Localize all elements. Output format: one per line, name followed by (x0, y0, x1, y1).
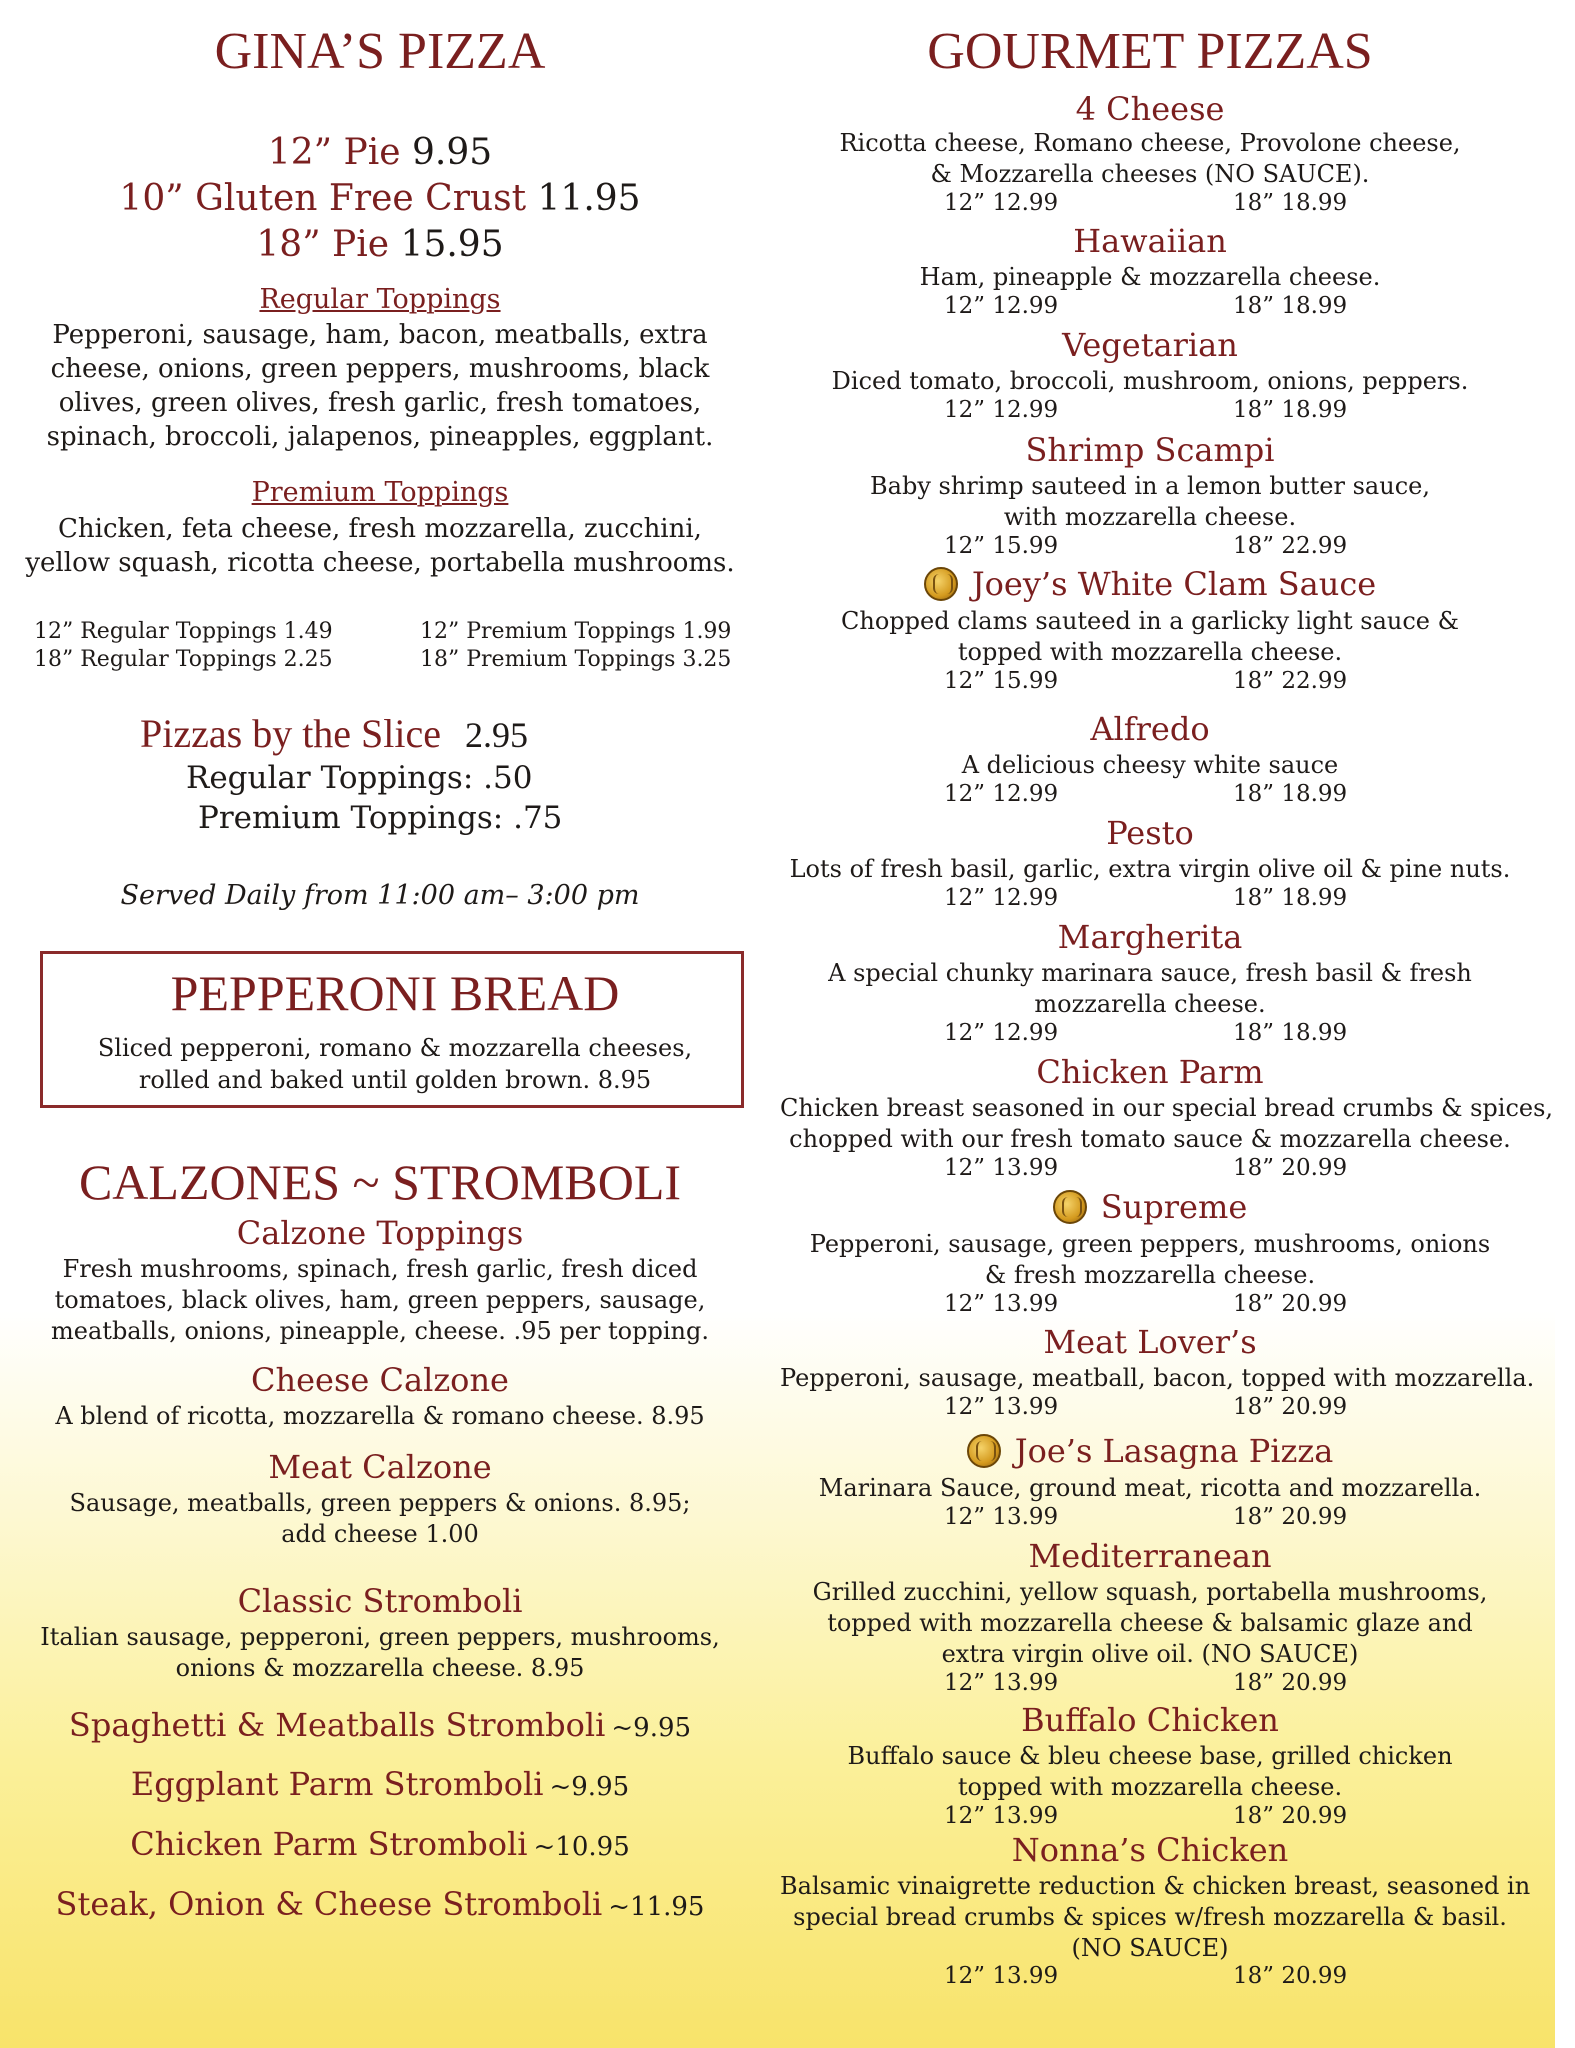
pizza-name: Joe’s Lasagna Pizza (1014, 1432, 1334, 1470)
text-line: Fresh mushrooms, spinach, fresh garlic, fresh diced (62, 1255, 698, 1283)
pizza-name: Joey’s White Clam Sauce (971, 565, 1377, 603)
pizza-name: Alfredo (1090, 710, 1210, 748)
pizza-name: Margherita (1057, 918, 1243, 956)
cheese-calzone-desc (20, 1401, 740, 1432)
text-line: tomatoes, black olives, ham, green peppers, sausage, (54, 1286, 706, 1314)
text-line: Lots of fresh basil, garlic, extra virgin olive oil & pine nuts. (789, 855, 1511, 883)
price-12in: 12” 12.99 (944, 1020, 1059, 1046)
pizza-desc (780, 750, 1520, 781)
price-12in: 12” 13.99 (944, 1803, 1059, 1829)
stromboli-name: Chicken Parm Stromboli (130, 1825, 528, 1863)
pizza-name-with-marker (780, 565, 1520, 604)
premium-toppings-text (20, 512, 740, 580)
pepperoni-bread-title: PEPPERONI BREAD (170, 965, 620, 1021)
pie-price: 9.95 (412, 132, 493, 173)
pizza-coin-icon (967, 1434, 1001, 1468)
price-18in: 18” 22.99 (1233, 533, 1348, 559)
meat-calzone-title: Meat Calzone (268, 1448, 492, 1486)
price-18in: 18” 18.99 (1233, 885, 1348, 911)
cheese-calzone-title: Cheese Calzone (251, 1361, 509, 1399)
price-18in: 18” 18.99 (1233, 293, 1348, 319)
stromboli-price: ~10.95 (533, 1832, 630, 1862)
stromboli-name: Eggplant Parm Stromboli (130, 1765, 544, 1803)
pizza-desc (780, 958, 1520, 1020)
text-line: Pepperoni, sausage, meatball, bacon, topped with mozzarella. (780, 1364, 1535, 1392)
pizza-coin-icon (1053, 1190, 1087, 1224)
pie-price-row (0, 132, 760, 173)
text-line: Sausage, meatballs, green peppers & onions. 8.95; (69, 1489, 691, 1517)
pizza-coin-icon (924, 567, 958, 601)
price-12in: 12” 12.99 (944, 885, 1059, 911)
text-line: A blend of ricotta, mozzarella & romano cheese. 8.95 (55, 1402, 705, 1430)
price-12in: 12” 13.99 (944, 1963, 1059, 1989)
meat-calzone-desc (20, 1488, 740, 1550)
served-hours: Served Daily from 11:00 am– 3:00 pm (120, 880, 640, 911)
text-line: Balsamic vinaigrette reduction & chicken breast, seasoned in (780, 1872, 1531, 1900)
price-18in: 18” 18.99 (1233, 1020, 1348, 1046)
text-line: olives, green olives, fresh garlic, fresh tomatoes, (58, 388, 702, 418)
pizza-name: Chicken Parm (1036, 1053, 1264, 1091)
pizza-desc (780, 1871, 1531, 1964)
pizza-desc (780, 471, 1520, 533)
page-edge (1555, 0, 1575, 2048)
price-12in: 12” 13.99 (944, 1291, 1059, 1317)
price-12in: 12” 15.99 (944, 533, 1059, 559)
pizza-desc (780, 854, 1520, 885)
pepperoni-bread-box (40, 951, 744, 1108)
text-line: Baby shrimp sauteed in a lemon butter sauce, (870, 472, 1430, 500)
reg12-topping-price: 12” Regular Toppings 1.49 (34, 619, 333, 644)
price-12in: 12” 13.99 (944, 1155, 1059, 1181)
pepperoni-bread-desc (63, 1032, 727, 1096)
slice-regular-toppings: Regular Toppings: .50 (186, 760, 533, 796)
pizza-name: 4 Cheese (1075, 90, 1225, 128)
price-18in: 18” 18.99 (1233, 781, 1348, 807)
text-line: (NO SAUCE) (1071, 1934, 1229, 1962)
pizza-desc (780, 1363, 1535, 1394)
price-12in: 12” 12.99 (944, 293, 1059, 319)
pizza-name: Meat Lover’s (1043, 1323, 1257, 1361)
text-line: yellow squash, ricotta cheese, portabella mushrooms. (25, 548, 735, 578)
gourmet-pizzas-title: GOURMET PIZZAS (927, 23, 1373, 80)
calzone-toppings-text (20, 1254, 740, 1347)
text-line: Marinara Sauce, ground meat, ricotta and mozzarella. (818, 1474, 1482, 1502)
pizza-name: Shrimp Scampi (1025, 431, 1275, 469)
text-line: topped with mozzarella cheese & balsamic glaze and (827, 1609, 1473, 1637)
pizza-name: Buffalo Chicken (1021, 1701, 1279, 1739)
stromboli-name: Spaghetti & Meatballs Stromboli (68, 1706, 606, 1744)
price-18in: 18” 20.99 (1233, 1155, 1348, 1181)
text-line: extra virgin olive oil. (NO SAUCE) (941, 1640, 1359, 1668)
prem12-topping-price: 12” Premium Toppings 1.99 (420, 619, 732, 644)
price-12in: 12” 13.99 (944, 1504, 1059, 1530)
text-line: topped with mozzarella cheese. (957, 1773, 1343, 1801)
price-12in: 12” 13.99 (944, 1394, 1059, 1420)
pie-price: 15.95 (400, 224, 504, 265)
text-line: special bread crumbs & spices w/fresh mozzarella & basil. (793, 1903, 1507, 1931)
calzone-toppings-heading: Calzone Toppings (236, 1214, 524, 1252)
stromboli-item (0, 1825, 760, 1863)
pie-label: 18” Pie (256, 224, 390, 265)
price-18in: 18” 22.99 (1233, 668, 1348, 694)
stromboli-price: ~11.95 (608, 1892, 705, 1922)
text-line: meatballs, onions, pineapple, cheese. .95 per topping. (51, 1317, 709, 1345)
pie-label: 12” Pie (267, 132, 401, 173)
slice-title-text: Pizzas by the Slice (140, 711, 442, 756)
text-line: Chicken, feta cheese, fresh mozzarella, zucchini, (58, 514, 702, 544)
price-18in: 18” 20.99 (1233, 1394, 1348, 1420)
prem18-topping-price: 18” Premium Toppings 3.25 (420, 647, 732, 672)
pizza-desc (780, 262, 1520, 293)
price-18in: 18” 20.99 (1233, 1803, 1348, 1829)
regular-toppings-heading: Regular Toppings (259, 284, 501, 315)
slice-heading (140, 710, 528, 757)
pie-label: 10” Gluten Free Crust (119, 178, 527, 219)
price-18in: 18” 20.99 (1233, 1504, 1348, 1530)
text-line: Diced tomato, broccoli, mushroom, onions, peppers. (831, 367, 1469, 395)
price-18in: 18” 20.99 (1233, 1963, 1348, 1989)
price-12in: 12” 12.99 (944, 397, 1059, 423)
text-line: mozzarella cheese. (1034, 990, 1266, 1018)
reg18-topping-price: 18” Regular Toppings 2.25 (34, 647, 333, 672)
text-line: chopped with our fresh tomato sauce & mozzarella cheese. (789, 1125, 1511, 1153)
text-line: Ham, pineapple & mozzarella cheese. (919, 263, 1381, 291)
pizza-name: Nonna’s Chicken (1011, 1831, 1289, 1869)
pizza-name: Mediterranean (1028, 1537, 1272, 1575)
gina-pizza-title: GINA’S PIZZA (214, 23, 546, 80)
classic-stromboli-title: Classic Stromboli (237, 1582, 523, 1620)
text-line: Grilled zucchini, yellow squash, portabella mushrooms, (812, 1578, 1488, 1606)
pizza-name: Vegetarian (1062, 326, 1238, 364)
stromboli-item (0, 1706, 760, 1744)
text-line: Pepperoni, sausage, green peppers, mushrooms, onions (809, 1230, 1491, 1258)
pizza-name: Hawaiian (1073, 222, 1227, 260)
text-line: spinach, broccoli, jalapenos, pineapples, eggplant. (46, 422, 714, 452)
stromboli-price: ~9.95 (549, 1772, 630, 1802)
price-18in: 18” 18.99 (1233, 397, 1348, 423)
price-12in: 12” 12.99 (944, 781, 1059, 807)
pizza-name: Supreme (1100, 1188, 1248, 1226)
stromboli-name: Steak, Onion & Cheese Stromboli (55, 1885, 603, 1923)
text-line: Pepperoni, sausage, ham, bacon, meatballs, extra (52, 320, 708, 350)
slice-premium-toppings: Premium Toppings: .75 (198, 800, 563, 836)
text-line: A special chunky marinara sauce, fresh basil & fresh (828, 959, 1472, 987)
pizza-desc (780, 1741, 1520, 1803)
pizza-desc (780, 1229, 1520, 1291)
text-line: with mozzarella cheese. (1003, 503, 1297, 531)
text-line: Ricotta cheese, Romano cheese, Provolone cheese, (839, 129, 1461, 157)
pizza-desc (780, 1093, 1554, 1155)
stromboli-price: ~9.95 (611, 1713, 692, 1743)
text-line: topped with mozzarella cheese. (957, 638, 1343, 666)
text-line: Buffalo sauce & bleu cheese base, grilled chicken (847, 1742, 1453, 1770)
text-line: A delicious cheesy white sauce (961, 751, 1339, 779)
text-line: Italian sausage, pepperoni, green peppers, mushrooms, (40, 1623, 720, 1651)
pie-price: 11.95 (537, 178, 641, 219)
pizza-desc (780, 366, 1520, 397)
classic-stromboli-desc (20, 1622, 740, 1684)
price-18in: 18” 20.99 (1233, 1670, 1348, 1696)
premium-toppings-heading: Premium Toppings (251, 477, 509, 508)
text-line: & fresh mozzarella cheese. (984, 1261, 1316, 1289)
slice-price: 2.95 (465, 715, 529, 755)
text-line: add cheese 1.00 (281, 1520, 479, 1548)
price-12in: 12” 12.99 (944, 190, 1059, 216)
text-line: Chopped clams sauteed in a garlicky light sauce & (841, 607, 1459, 635)
pizza-desc (780, 606, 1520, 668)
pie-price-row (0, 178, 760, 219)
calzones-stromboli-title: CALZONES ~ STROMBOLI (78, 1154, 682, 1210)
pizza-desc (780, 128, 1520, 190)
text-line: cheese, onions, green peppers, mushrooms, black (50, 354, 710, 384)
stromboli-item (0, 1885, 760, 1923)
pizza-name-with-marker (780, 1432, 1520, 1471)
text-line: rolled and baked until golden brown. 8.95 (138, 1066, 652, 1094)
pizza-desc (780, 1473, 1520, 1504)
text-line: Sliced pepperoni, romano & mozzarella cheeses, (97, 1034, 693, 1062)
pie-price-row (0, 224, 760, 265)
text-line: onions & mozzarella cheese. 8.95 (175, 1654, 585, 1682)
text-line: Chicken breast seasoned in our special bread crumbs & spices, (780, 1094, 1554, 1122)
price-18in: 18” 18.99 (1233, 190, 1348, 216)
price-18in: 18” 20.99 (1233, 1291, 1348, 1317)
text-line: & Mozzarella cheeses (NO SAUCE). (930, 160, 1370, 188)
stromboli-item (0, 1765, 760, 1803)
price-12in: 12” 13.99 (944, 1670, 1059, 1696)
pizza-name: Pesto (1106, 814, 1194, 852)
pizza-desc (780, 1577, 1520, 1670)
price-12in: 12” 15.99 (944, 668, 1059, 694)
regular-toppings-text (20, 318, 740, 454)
pizza-name-with-marker (780, 1188, 1520, 1227)
